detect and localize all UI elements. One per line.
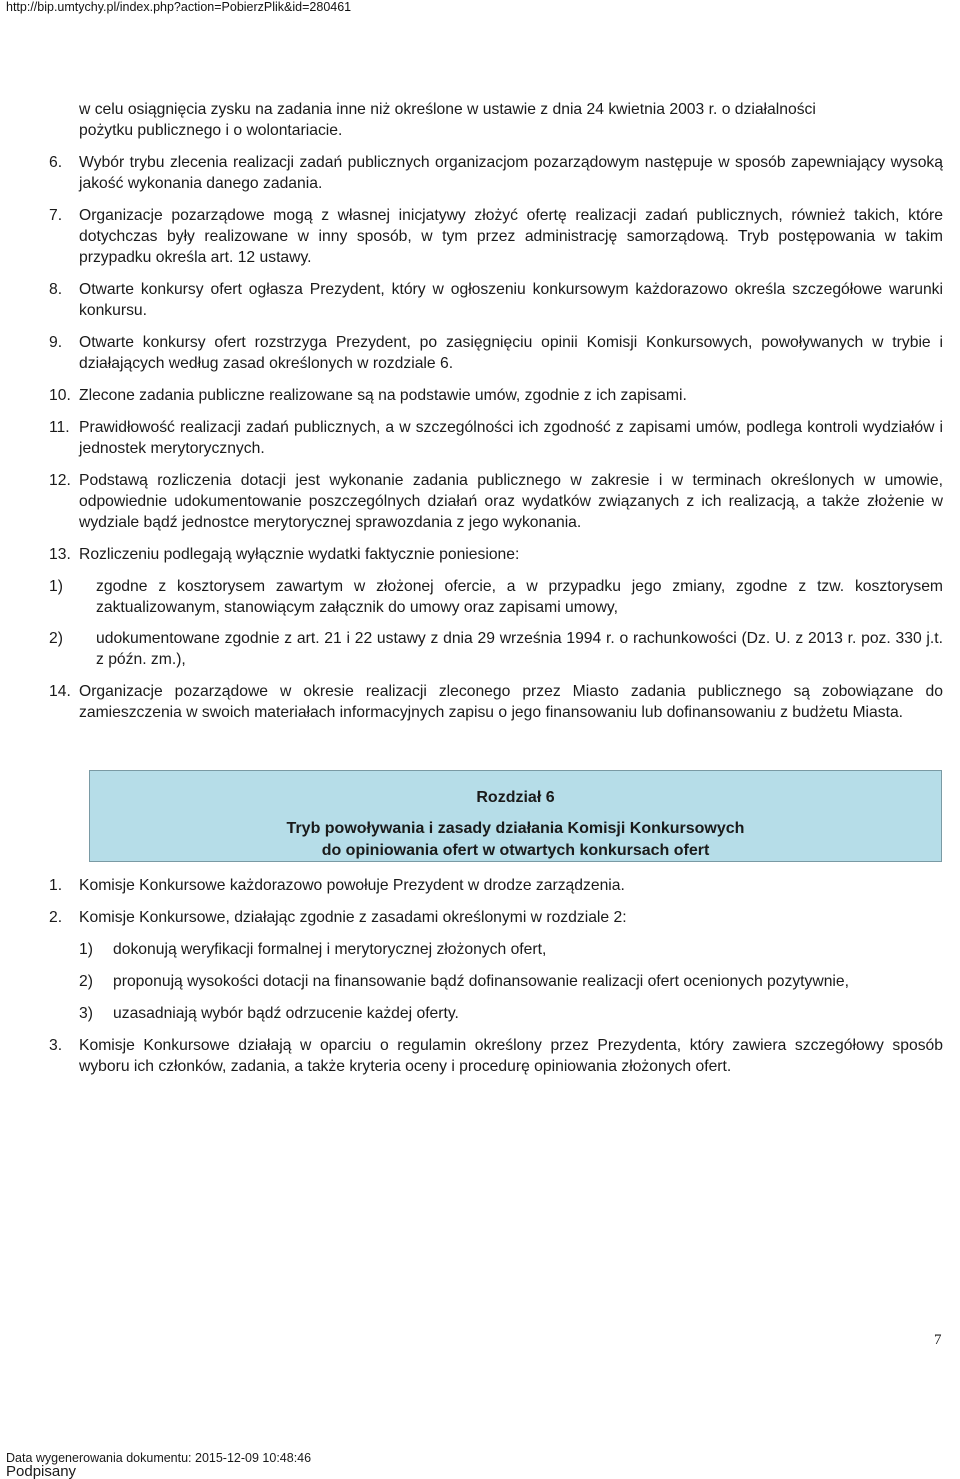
sub-text: udokumentowane zgodnie z art. 21 i 22 ustawy z dnia 29 września 1994 r. o rachunkowości (Dz. U. z 2013 r. poz. 330 j.t. z późn. zm.),	[96, 630, 943, 668]
item-number: 8.	[49, 281, 63, 298]
item-number: 1.	[49, 877, 63, 894]
item-number: 2.	[49, 909, 63, 926]
item-text: Komisje Konkursowe każdorazowo powołuje Prezydent w drodze zarządzenia.	[79, 877, 625, 894]
intro-paragraph	[49, 99, 943, 141]
sub-number: 1)	[79, 941, 93, 958]
ch6-item-1	[49, 875, 943, 896]
footer-generated-date: Data wygenerowania dokumentu: 2015-12-09 10:48:46	[6, 1451, 312, 1465]
item-14	[49, 681, 943, 723]
item-number: 3.	[49, 1037, 63, 1054]
ch6-item-2-sub-2	[49, 971, 943, 992]
item-number: 9.	[49, 334, 63, 351]
item-12	[49, 470, 943, 533]
footer-signed: Podpisany	[6, 1463, 77, 1479]
chapter-heading-box	[89, 770, 942, 862]
item-11	[49, 417, 943, 459]
item-text: Prawidłowość realizacji zadań publicznych, a w szczególności ich zgodność z zapisami umów, podlega kontroli wydziałów i jednostek merytorycznych.	[79, 419, 943, 457]
item-7	[49, 205, 943, 268]
sub-text: dokonują weryfikacji formalnej i merytorycznej złożonych ofert,	[113, 941, 547, 958]
item-number: 12.	[49, 472, 71, 489]
item-number: 7.	[49, 207, 63, 224]
item-9	[49, 332, 943, 374]
item-text: Rozliczeniu podlegają wyłącznie wydatki faktycznie poniesione:	[79, 546, 520, 563]
item-text: Organizacje pozarządowe w okresie realizacji zleconego przez Miasto zadania publicznego są zobowiązane do zamieszczenia w swoich materiałach informacyjnych zapisu o jego finansowaniu lub dofinansowaniu z budżetu Miasta.	[79, 683, 943, 721]
item-10	[49, 385, 943, 406]
item-number: 10.	[49, 387, 71, 404]
item-number: 14.	[49, 683, 71, 700]
item-8	[49, 279, 943, 321]
ch6-item-2	[49, 907, 943, 928]
item-13-sub-2	[49, 628, 943, 670]
item-text: Wybór trybu zlecenia realizacji zadań publicznych organizacjom pozarządowym następuje w sposób zapewniający wysoką jakość wykonania danego zadania.	[79, 154, 943, 192]
item-text: Otwarte konkursy ofert ogłasza Prezydent, który w ogłoszeniu konkursowym każdorazowo określa szczegółowe warunki konkursu.	[79, 281, 943, 319]
chapter-title: Rozdział 6	[476, 789, 555, 806]
item-text: Komisje Konkursowe działają w oparciu o regulamin określony przez Prezydenta, który zawiera szczegółowy sposób wyboru ich członków, zadania, a także kryteria oceny i procedurę opiniowania złożonych ofert.	[79, 1037, 943, 1075]
item-number: 13.	[49, 546, 71, 563]
chapter-subtitle-1: Tryb powoływania i zasady działania Komisji Konkursowych	[286, 820, 745, 837]
item-text: Komisje Konkursowe, działając zgodnie z zasadami określonymi w rozdziale 2:	[79, 909, 627, 926]
header-url: http://bip.umtychy.pl/index.php?action=PobierzPlik&id=280461	[6, 0, 352, 14]
document-body	[49, 99, 943, 1077]
intro-line-2: pożytku publicznego i o wolontariacie.	[79, 122, 343, 139]
sub-number: 2)	[79, 973, 93, 990]
ch6-item-2-sub-3	[49, 1003, 943, 1024]
item-13	[49, 544, 943, 565]
item-text: Zlecone zadania publiczne realizowane są na podstawie umów, zgodnie z ich zapisami.	[79, 387, 687, 404]
sub-number: 1)	[49, 578, 63, 595]
item-text: Organizacje pozarządowe mogą z własnej inicjatywy złożyć ofertę realizacji zadań publicznych, również takich, które dotychczas były realizowane w inny sposób, w tym przez administrację samorządową. Tryb postępowania w takim przypadku określa art. 12 ustawy.	[79, 207, 943, 266]
item-13-sub-1	[49, 576, 943, 618]
sub-number: 2)	[49, 630, 63, 647]
ch6-item-2-sub-1	[49, 939, 943, 960]
sub-text: zgodne z kosztorysem zawartym w złożonej ofercie, a w przypadku jego zmiany, zgodne z tzw. kosztorysem zaktualizowanym, stanowiącym załącznik do umowy oraz zapisami umowy,	[96, 578, 943, 616]
item-text: Podstawą rozliczenia dotacji jest wykonanie zadania publicznego w zakresie i w terminach określonych w umowie, odpowiednie udokumentowanie poszczególnych działań oraz wydatków związanych z ich realizacją, a także złożenie w wydziale bądź jednostce merytorycznej sprawozdania z jego wykonania.	[79, 472, 943, 531]
page-number: 7	[934, 1332, 942, 1348]
item-number: 6.	[49, 154, 63, 171]
item-text: Otwarte konkursy ofert rozstrzyga Prezydent, po zasięgnięciu opinii Komisji Konkursowych, powoływanych w trybie i działających według zasad określonych w rozdziale 6.	[79, 334, 943, 372]
intro-line-1: w celu osiągnięcia zysku na zadania inne niż określone w ustawie z dnia 24 kwietnia 2003 r. o działalności	[79, 101, 816, 118]
sub-number: 3)	[79, 1005, 93, 1022]
chapter-subtitle-2: do opiniowania ofert w otwartych konkursach ofert	[321, 842, 710, 859]
item-6	[49, 152, 943, 194]
sub-text: proponują wysokości dotacji na finansowanie bądź dofinansowanie realizacji ofert ocenionych pozytywnie,	[113, 973, 850, 990]
ch6-item-3	[49, 1035, 943, 1077]
sub-text: uzasadniają wybór bądź odrzucenie każdej oferty.	[113, 1005, 459, 1022]
item-number: 11.	[49, 419, 70, 436]
